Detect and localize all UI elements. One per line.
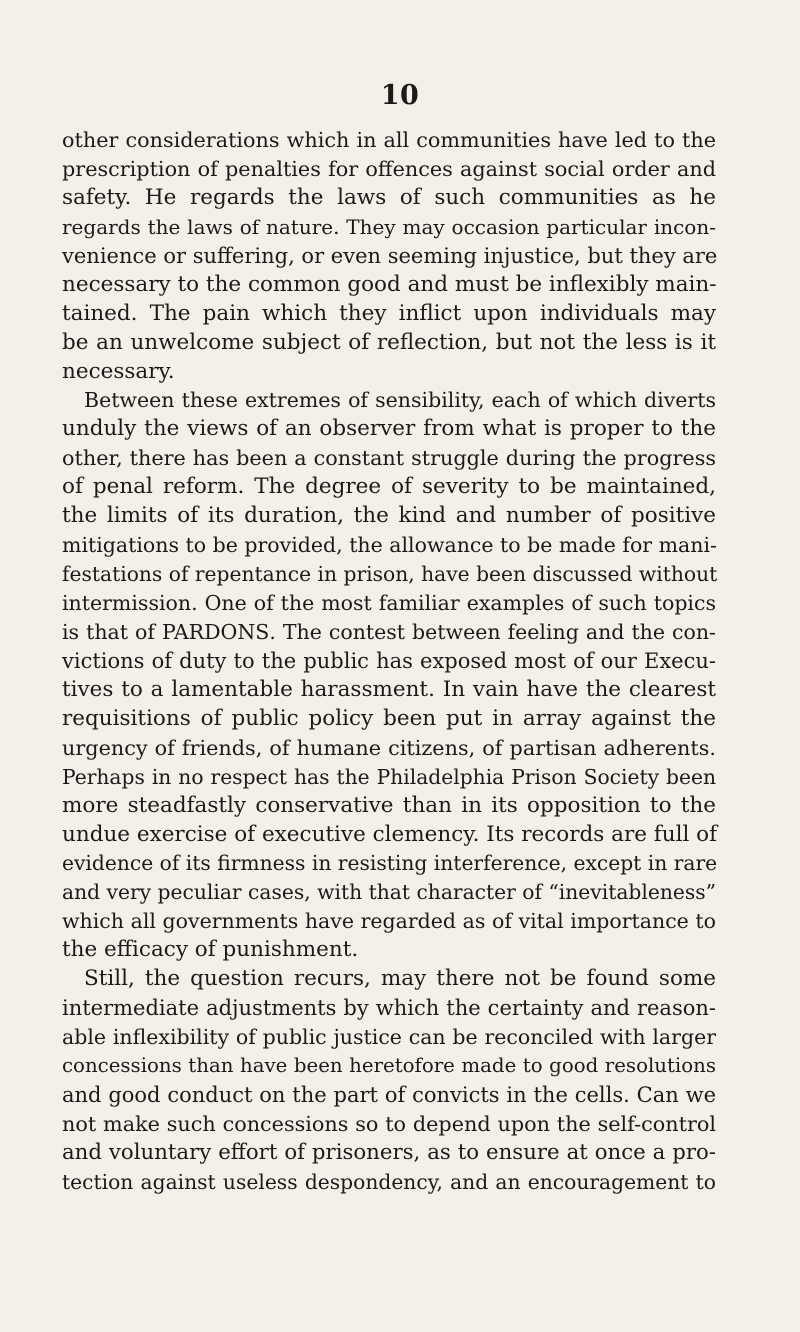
text-line: the limits of its duration, the kind and number of positive	[62, 503, 716, 529]
text-line: and good conduct on the part of convicts in the cells. Can we	[62, 1082, 716, 1107]
text-line	[62, 618, 716, 647]
text-line: which all governments have regarded as of vital importance to	[62, 909, 716, 934]
paragraph-start-line: Still, the question recurs, may there not be found some	[84, 966, 716, 992]
text-line: and voluntary effort of prisoners, as to ensure at once a pro-	[62, 1139, 716, 1165]
text-line: prescription of penalties for offences against social order and	[62, 156, 716, 181]
text-segment: . The contest between feeling and the con-	[269, 619, 716, 644]
pardons-smallcaps: PARDONS	[161, 619, 270, 644]
text-line: tives to a lamentable harassment. In vain have the clearest	[62, 676, 716, 702]
text-line: able inflexibility of public justice can be reconciled with larger	[62, 1025, 716, 1050]
text-line: necessary.	[62, 358, 175, 384]
text-line: the efficacy of punishment.	[62, 937, 359, 963]
text-line: intermission. One of the most familiar examples of such topics	[62, 591, 716, 615]
text-line: urgency of friends, of humane citizens, of partisan adherents.	[62, 735, 716, 760]
text-line: festations of repentance in prison, have been discussed without	[62, 562, 718, 587]
text-line: regards the laws of nature. They may occasion particular incon-	[62, 214, 716, 239]
paragraph-start-line: Between these extremes of sensibility, each of which diverts	[84, 388, 716, 413]
text-line: intermediate adjustments by which the certainty and reason-	[62, 996, 716, 1021]
text-line: of penal reform. The degree of severity to be maintained,	[62, 474, 716, 500]
text-line: venience or suffering, or even seeming injustice, but they are	[62, 243, 718, 268]
text-line: Perhaps in no respect has the Philadelphia Prison Society been	[62, 764, 716, 789]
text-line: other, there has been a constant struggle during the progress	[62, 446, 716, 471]
text-segment: is that of	[62, 619, 162, 644]
text-line: not make such concessions so to depend upon the self-control	[62, 1111, 716, 1136]
text-line: evidence of its firmness in resisting interference, except in rare	[62, 851, 718, 876]
text-line: requisitions of public policy been put in array against the	[62, 705, 716, 731]
text-line: be an unwelcome subject of reflection, but not the less is it	[62, 329, 716, 355]
text-line: safety. He regards the laws of such communities as he	[62, 184, 716, 210]
text-line: and very peculiar cases, with that character of “inevitableness”	[62, 880, 716, 905]
text-line: tection against useless despondency, and an encouragement to	[62, 1169, 716, 1194]
text-line: concessions than have been heretofore made to good resolutions	[62, 1054, 716, 1077]
text-line: victions of duty to the public has exposed most of our Execu-	[62, 648, 716, 673]
text-line: necessary to the common good and must be inflexibly main-	[62, 271, 717, 297]
text-line: undue exercise of executive clemency. Its records are full of	[62, 821, 718, 847]
text-line: unduly the views of an observer from what is proper to the	[62, 416, 716, 442]
text-line: more steadfastly conservative than in its opposition to the	[62, 792, 716, 818]
text-line: other considerations which in all communities have led to the	[62, 128, 716, 152]
page-number: 10	[380, 80, 420, 111]
text-line: tained. The pain which they inflict upon individuals may	[62, 300, 716, 326]
text-line: mitigations to be provided, the allowance to be made for mani-	[62, 533, 717, 558]
body-text	[62, 126, 716, 1197]
